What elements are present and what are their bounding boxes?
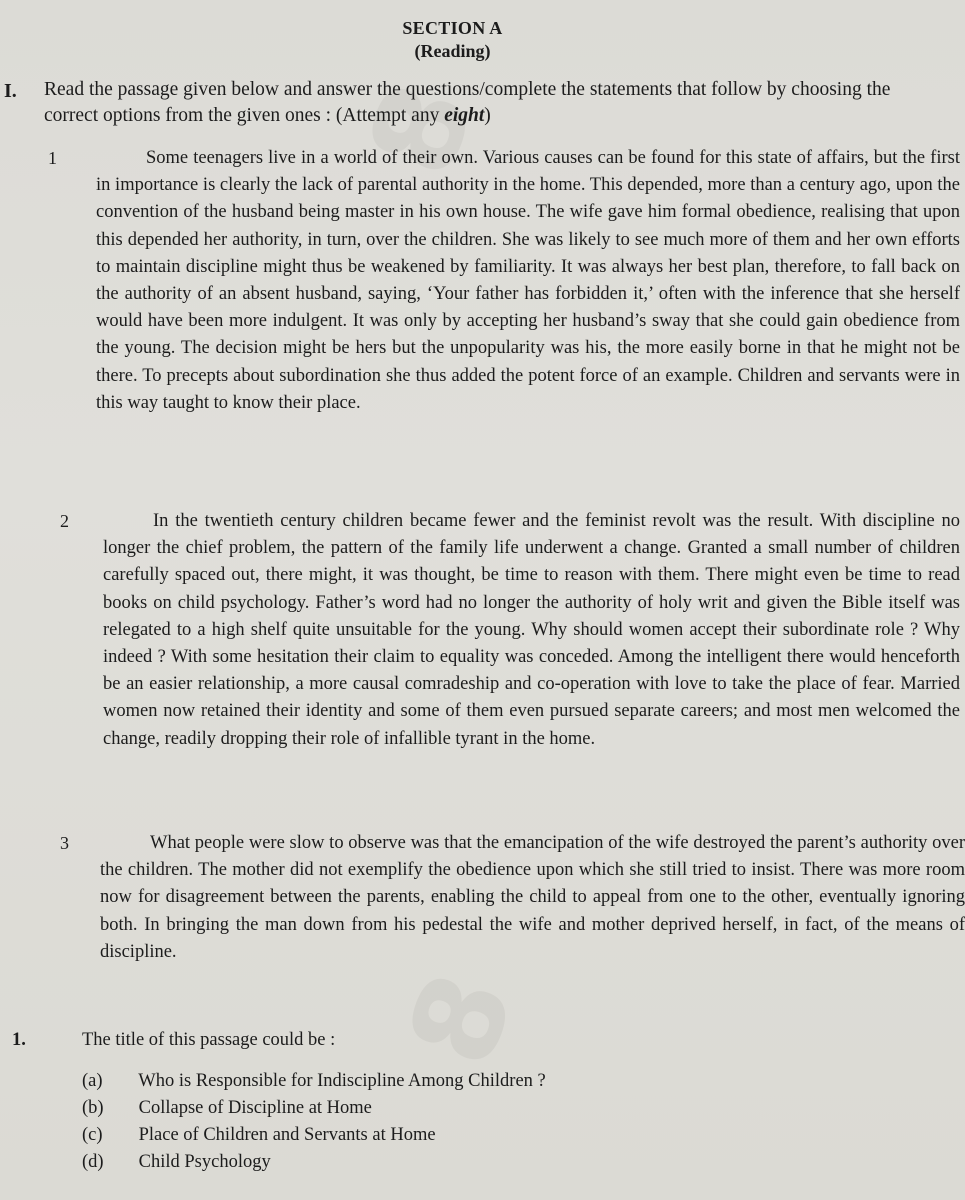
instruction-emphasis: eight	[444, 105, 485, 126]
option-label: (c)	[82, 1125, 103, 1145]
mcq-options	[82, 1068, 546, 1176]
paragraph-number: 2	[60, 511, 69, 531]
paragraph-text: Some teenagers live in a world of their own. Various causes can be found for this state of affairs, but the first in importance is clearly the lack of parental authority in the home. This depended, more than a century ago, upon the convention of the husband being master in his own house. The wife gave him formal obedience, realising that upon this depended her authority, in turn, over the children. She was likely to see much more of them and her own efforts to maintain discipline might thus be weakened by familiarity. It was always her best plan, therefore, to fall back on the authority of an absent husband, saying, ‘Your father has forbidden it,’ often with the inference that she herself would have been more indulgent. It was only by accepting her husband’s sway that she could gain obedience from the young. The decision might be hers but the unpopularity was his, the more easily borne in that he might not be there. To precepts about subordination she thus added the potent force of an example. Children and servants were in this way taught to know their place.	[96, 148, 960, 413]
paragraph-number: 3	[60, 833, 69, 853]
question-number: I.	[4, 80, 17, 102]
option-text: Collapse of Discipline at Home	[138, 1098, 372, 1118]
section-subtitle: (Reading)	[414, 41, 491, 61]
mcq-option[interactable]	[82, 1068, 546, 1095]
option-text: Who is Responsible for Indiscipline Among Children ?	[138, 1071, 546, 1091]
mcq-text: The title of this passage could be :	[82, 1030, 336, 1050]
mcq-option[interactable]	[82, 1149, 546, 1176]
mcq-number: 1.	[12, 1030, 26, 1050]
mcq-option[interactable]	[82, 1122, 546, 1149]
passage-paragraph	[60, 830, 965, 966]
section-title: SECTION A	[402, 18, 503, 38]
instruction-end: )	[484, 105, 491, 126]
passage-paragraph	[48, 145, 960, 417]
question-instruction	[44, 77, 924, 129]
option-label: (a)	[82, 1071, 103, 1091]
option-text: Place of Children and Servants at Home	[138, 1125, 436, 1145]
option-text: Child Psychology	[138, 1152, 271, 1172]
mcq-option[interactable]	[82, 1095, 546, 1122]
paragraph-text: In the twentieth century children became fewer and the feminist revolt was the result. With discipline no longer the chief problem, the pattern of the family life underwent a change. Granted a small number of children carefully spaced out, there might, it was thought, be time to reason with them. There might even be time to read books on child psychology. Father’s word had no longer the authority of holy writ and given the Bible itself was relegated to a high shelf quite unsuitable for the young. Why should women accept their subordinate role ? Why indeed ? With some hesitation their claim to equality was conceded. Among the intelligent there would henceforth be an easier relationship, a more causal comradeship and co-operation with love to take the place of fear. Married women now retained their identity and some of them even pursued separate careers; and most men welcomed the change, readily dropping their role of infallible tyrant in the home.	[103, 511, 960, 749]
paragraph-number: 1	[48, 148, 57, 168]
instruction-text: Read the passage given below and answer the questions/complete the statements that follow by choosing the correct options from the given ones : (Attempt any	[44, 79, 891, 126]
option-label: (b)	[82, 1098, 104, 1118]
option-label: (d)	[82, 1152, 104, 1172]
paragraph-text: What people were slow to observe was that the emancipation of the wife destroyed the parent’s authority over the children. The mother did not exemplify the obedience upon which she still tried to insist. There was more room now for disagreement between the parents, enabling the child to appeal from one to the other, eventually ignoring both. In bringing the man down from his pedestal the wife and mother deprived herself, in fact, of the means of discipline.	[100, 833, 965, 962]
passage-paragraph	[60, 508, 960, 753]
watermark	[382, 956, 541, 1082]
section-header	[0, 18, 905, 62]
